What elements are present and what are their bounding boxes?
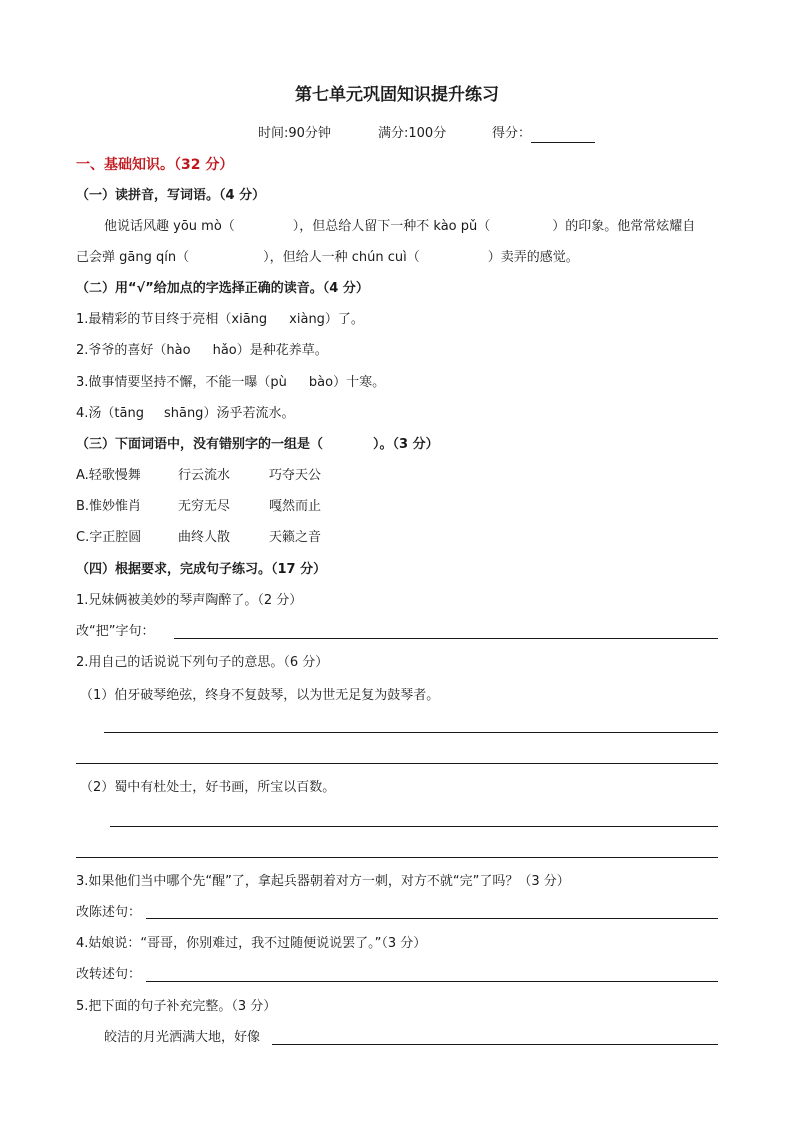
q4-heading: （四）根据要求，完成句子练习。（17 分）	[76, 562, 327, 577]
score-blank[interactable]	[531, 142, 595, 143]
q1-text: ）的印象。他常常炫耀自	[552, 219, 696, 234]
q2-item[interactable]	[76, 374, 385, 392]
q4-sentence-5: 5.把下面的句子补充完整。（3 分）	[76, 999, 277, 1014]
answer-line[interactable]	[76, 857, 718, 858]
answer-line[interactable]	[272, 1044, 718, 1045]
q2-item-text: 3.做事情要坚持不懈，不能一曝（pù	[76, 375, 287, 390]
q2-heading: （二）用“√”给加点的字选择正确的读音。（4 分）	[76, 281, 369, 296]
score-label	[492, 125, 595, 143]
q2-item-text: 1.最精彩的节目终于亮相（xiāng	[76, 312, 268, 327]
q3-option-word: 巧夺天公	[269, 468, 322, 483]
q1-line-2	[76, 249, 579, 267]
answer-line[interactable]	[146, 981, 718, 982]
q2-item-text: 4.汤（tāng	[76, 406, 144, 421]
q2-item-text: hǎo）是种花养草。	[212, 343, 328, 358]
answer-line[interactable]	[110, 826, 718, 827]
q3-heading-text: （三）下面词语中，没有错别字的一组是（	[76, 437, 324, 452]
answer-line[interactable]	[76, 763, 718, 764]
q3-heading-text: ）。（3 分）	[373, 437, 439, 452]
q3-option-word: 嘎然而止	[269, 499, 322, 514]
q1-text: ），但总给人留下一种不 kào pǔ（	[292, 219, 491, 234]
q3-option-word: 天籁之音	[269, 530, 322, 545]
score-label-text: 得分：	[492, 126, 532, 141]
q4-sentence-3: 3.如果他们当中哪个先“醒”了，拿起兵器朝着对方一刺，对方不就“完”了吗？（3 分）	[76, 874, 570, 889]
answer-line[interactable]	[174, 638, 718, 639]
q4-indirect-prompt: 改转述句：	[76, 967, 142, 982]
time-label: 时间:90分钟	[258, 126, 331, 141]
q4-sentence-2-1: （1）伯牙破琴绝弦，终身不复鼓琴，以为世无足复为鼓琴者。	[80, 688, 440, 703]
q1-heading: （一）读拼音，写词语。（4 分）	[76, 188, 266, 203]
full-score-label: 满分:100分	[378, 126, 447, 141]
q2-item-text: shāng）汤乎若流水。	[163, 406, 295, 421]
q4-sentence-2-2: （2）蜀中有杜处士，好书画，所宝以百数。	[80, 780, 336, 795]
q4-declarative-prompt: 改陈述句：	[76, 905, 142, 920]
q1-line-1	[104, 218, 695, 236]
q4-sentence-4: 4.姑娘说：“哥哥，你别难过，我不过随便说说罢了。”（3 分）	[76, 936, 427, 951]
q2-item-text: xiàng）了。	[289, 312, 364, 327]
q3-option-word: 曲终人散	[178, 530, 231, 545]
q3-option-c[interactable]: C.字正腔圆	[76, 530, 142, 545]
q3-option-word: 无穷无尽	[178, 499, 231, 514]
page-title: 第七单元巩固知识提升练习	[295, 85, 499, 105]
q4-ba-prompt: 改“把”字句：	[76, 624, 155, 639]
q4-sentence-1: 1.兄妹俩被美妙的琴声陶醉了。（2 分）	[76, 593, 303, 608]
answer-line[interactable]	[104, 732, 718, 733]
answer-line[interactable]	[146, 918, 718, 919]
q2-item[interactable]	[76, 311, 364, 329]
q3-option-b[interactable]: B.惟妙惟肖	[76, 499, 142, 514]
q4-sentence-2: 2.用自己的话说说下列句子的意思。（6 分）	[76, 655, 329, 670]
q1-text: ），但给人一种 chún cuì（	[263, 250, 420, 265]
q3-option-word: 行云流水	[178, 468, 231, 483]
q1-text: 他说话风趣 yōu mò（	[104, 219, 235, 234]
q2-item-text: bào）十寒。	[308, 375, 386, 390]
q3-heading	[76, 436, 439, 454]
q2-item-text: 2.爷爷的喜好（hào	[76, 343, 191, 358]
q2-item[interactable]	[76, 405, 294, 423]
q2-item[interactable]	[76, 342, 328, 360]
q1-text: 己会弹 gāng qín（	[76, 250, 190, 265]
q3-option-a[interactable]: A.轻歌慢舞	[76, 468, 141, 483]
q4-sentence-5-text: 皎洁的月光洒满大地，好像	[104, 1030, 261, 1045]
section-1-heading: 一、基础知识。（32 分）	[76, 157, 234, 173]
q1-text: ）卖弄的感觉。	[487, 250, 579, 265]
